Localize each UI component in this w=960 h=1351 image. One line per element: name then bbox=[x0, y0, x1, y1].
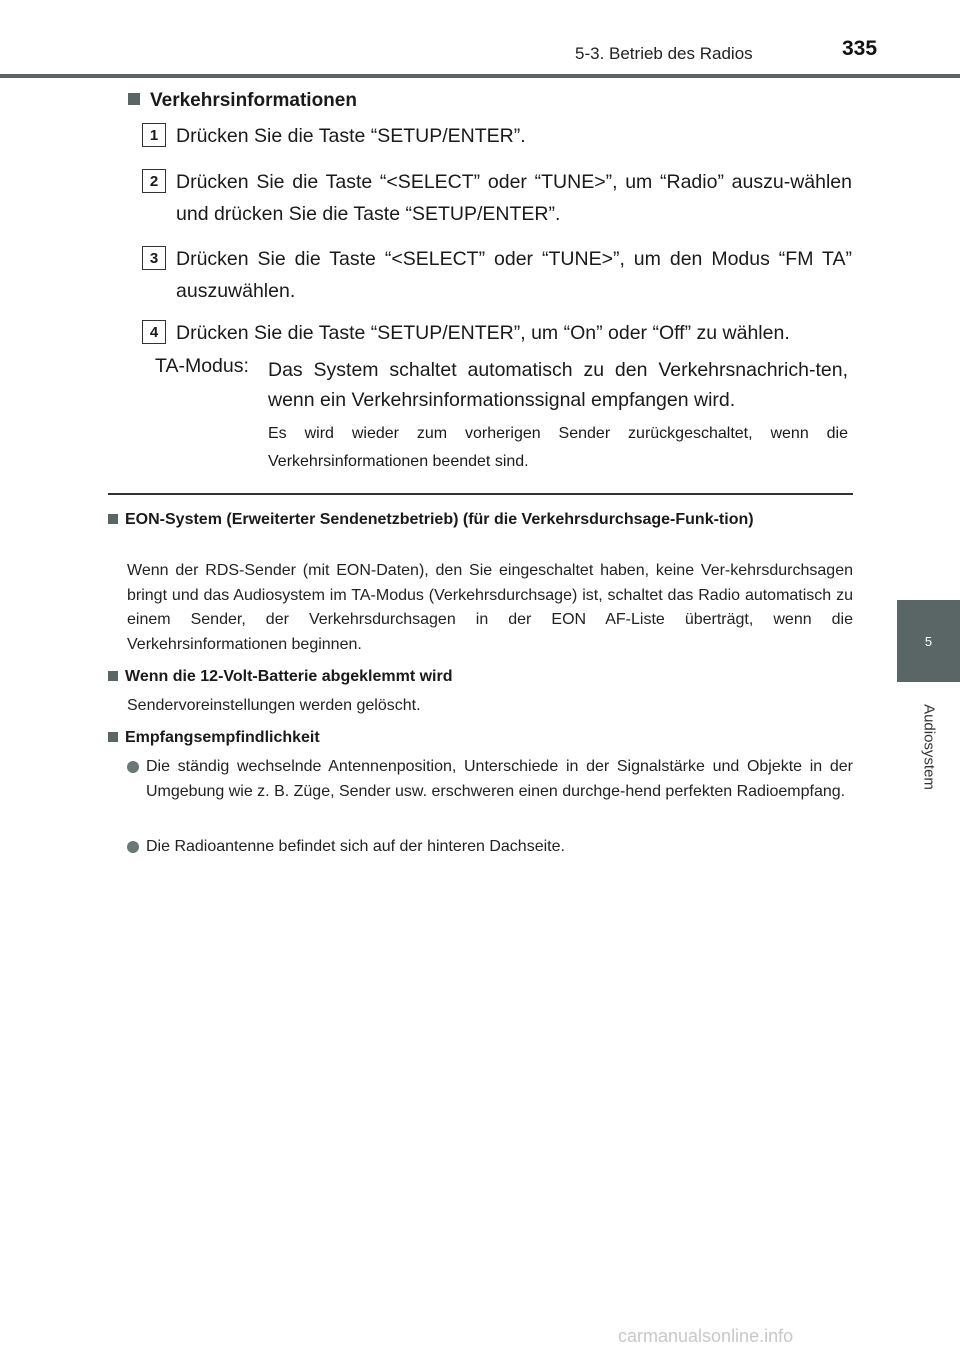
chapter-tab bbox=[897, 600, 960, 682]
note-heading-battery bbox=[108, 665, 853, 689]
note-body-battery: Sendervoreinstellungen werden gelöscht. bbox=[127, 697, 421, 714]
square-bullet-icon bbox=[108, 671, 118, 681]
note-heading-text: Wenn die 12-Volt-Batterie abgeklemmt wird bbox=[125, 668, 453, 685]
note-heading-text: EON-System (Erweiterter Sendenetzbetrieb) (für die Verkehrsdurchsage-Funk-tion) bbox=[125, 511, 754, 528]
ta-mode-label: TA-Modus: bbox=[155, 355, 249, 377]
chapter-number: 5 bbox=[924, 633, 933, 649]
step-4 bbox=[142, 317, 852, 349]
note-body-eon: Wenn der RDS-Sender (mit EON-Daten), den Sie eingeschaltet haben, keine Ver-kehrsdurchsagen bringt und das Audiosystem im TA-Modus (Verkehrsdurchsage) ist, schaltet das Radio automatisch zu einem Sender, der Verkehrsdurchsagen in der EON AF-Liste überträgt, wenn die Verkehrsinformationen beginnen. bbox=[127, 562, 853, 653]
ta-mode-note: Es wird wieder zum vorherigen Sender zurückgeschaltet, wenn die Verkehrsinformationen beendet sind. bbox=[268, 425, 848, 470]
step-text: Drücken Sie die Taste “<SELECT” oder “TUNE>”, um den Modus “FM TA” auszuwählen. bbox=[176, 248, 852, 302]
step-text: Drücken Sie die Taste “SETUP/ENTER”, um “On” oder “Off” zu wählen. bbox=[176, 322, 790, 344]
step-number: 4 bbox=[142, 320, 166, 344]
section-heading-text: Verkehrsinformationen bbox=[150, 90, 357, 111]
note-heading-eon bbox=[108, 508, 853, 532]
circle-bullet-icon bbox=[127, 761, 139, 773]
list-item-text: Die ständig wechselnde Antennenposition, Unterschiede in der Signalstärke und Objekte in der Umgebung wie z. B. Züge, Sender usw. erschweren einen durchge-hend perfekten Radioempfang. bbox=[146, 758, 853, 800]
header-rule bbox=[0, 74, 960, 78]
watermark: carmanualsonline.info bbox=[618, 1326, 794, 1346]
square-bullet-icon bbox=[128, 93, 140, 105]
square-bullet-icon bbox=[108, 514, 118, 524]
list-item bbox=[127, 835, 853, 860]
step-text: Drücken Sie die Taste “SETUP/ENTER”. bbox=[176, 125, 526, 147]
list-item bbox=[127, 755, 853, 804]
step-number: 1 bbox=[142, 123, 166, 147]
page-header bbox=[0, 0, 960, 80]
square-bullet-icon bbox=[108, 732, 118, 742]
chapter-label-area bbox=[897, 682, 960, 812]
page-number: 335 bbox=[842, 37, 878, 60]
section-title: 5-3. Betrieb des Radios bbox=[575, 44, 753, 63]
ta-mode-description: Das System schaltet automatisch zu den Verkehrsnachrich-ten, wenn ein Verkehrsinformationssignal empfangen wird. bbox=[268, 359, 848, 411]
section-heading bbox=[128, 90, 357, 112]
note-heading-reception bbox=[108, 726, 853, 750]
chapter-label: Audiosystem bbox=[920, 704, 937, 790]
note-heading-text: Empfangsempfindlichkeit bbox=[125, 729, 320, 746]
step-number: 3 bbox=[142, 246, 166, 270]
step-2 bbox=[142, 166, 852, 230]
circle-bullet-icon bbox=[127, 841, 139, 853]
step-text: Drücken Sie die Taste “<SELECT” oder “TUNE>”, um “Radio” auszu-wählen und drücken Sie die Taste “SETUP/ENTER”. bbox=[176, 171, 852, 225]
step-1 bbox=[142, 120, 852, 152]
step-number: 2 bbox=[142, 169, 166, 193]
section-divider bbox=[108, 493, 853, 495]
list-item-text: Die Radioantenne befindet sich auf der hinteren Dachseite. bbox=[146, 838, 565, 855]
step-3 bbox=[142, 243, 852, 307]
